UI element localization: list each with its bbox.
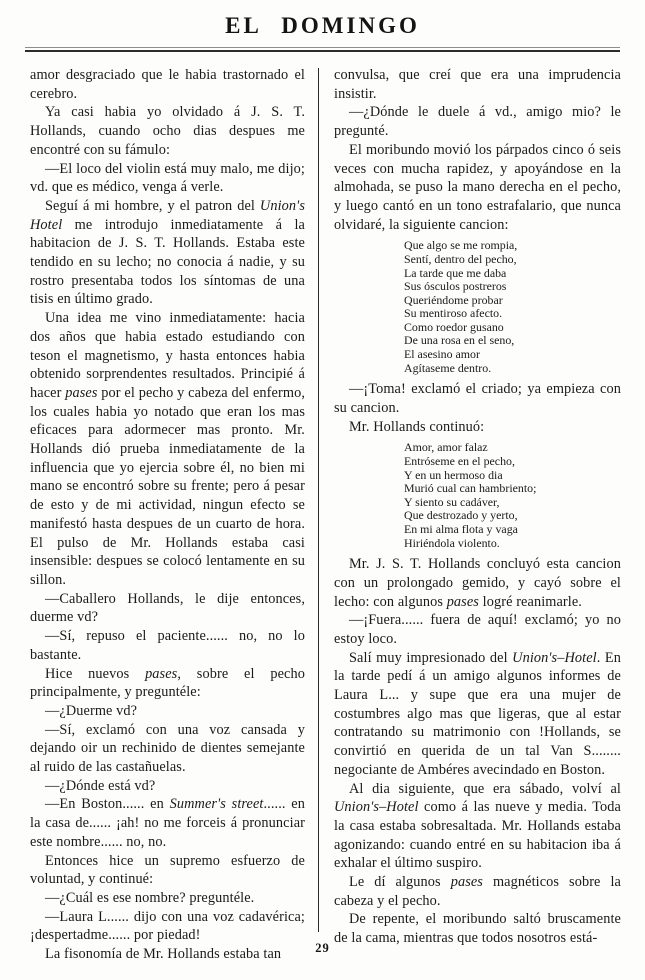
paragraph: [30, 66, 305, 103]
paragraph: [30, 627, 305, 664]
verse-line: Que algo se me rompia,: [404, 238, 518, 253]
paragraph: [334, 103, 621, 140]
paragraph: [334, 780, 621, 874]
text-run: como á las nueve y media. Toda la casa estaba sobresaltada. Mr. Hollands estaba agonizando: cuando entré en su habitacion iba á exhalar el último suspiro.: [334, 799, 621, 872]
text-run: magnéticos sobre la cabeza y el pecho.: [334, 874, 621, 909]
verse-line: Amor, amor falaz: [404, 440, 488, 455]
paragraph: [334, 380, 621, 417]
italic-text-run: pases: [145, 665, 178, 682]
text-run: —Sí, exclamó con una voz cansada y dejando oir un rechinido de dientes semejante al ruido de las castañuelas.: [30, 721, 305, 776]
paragraph: [334, 141, 621, 235]
text-run: Seguí á mi hombre, y el patron del: [45, 197, 260, 214]
paragraph: [30, 721, 305, 777]
text-run: , sobre el pecho principalmente, y preguntéle:: [30, 665, 305, 701]
italic-text-run: Union's Hotel: [30, 197, 305, 233]
paragraph: [334, 418, 621, 437]
verse-line: Y en un hermoso dia: [404, 467, 503, 482]
text-run: Entonces hice un supremo esfuerzo de voluntad, y continué:: [30, 852, 305, 888]
paragraph: [30, 852, 305, 889]
page-title: EL DOMINGO: [225, 13, 420, 38]
text-run: convulsa, que creí que era una imprudencia insistir.: [334, 67, 621, 102]
verse-line: De una rosa en el seno,: [404, 333, 515, 348]
page-header: [0, 0, 645, 52]
text-run: Le dí algunos: [349, 874, 451, 891]
paragraph: [334, 873, 621, 910]
text-run: . En la tarde pedí á un amigo algunos informes de Laura L... y supe que era una mujer de costumbres algo mas que ligeras, que al estar contratando su matrimonio con !Hollands, se convirtió en querida de un tal Van S........ negociante de Ambéres avecindado en Boston.: [334, 649, 621, 778]
italic-text-run: pases: [446, 593, 479, 610]
verse-line: La tarde que me daba: [404, 265, 507, 280]
text-run: El moribundo movió los párpados cinco ó seis veces con mucha rapidez, y apoyándose en la almohada, se puso la mano derecha en el pecho, y luego cantó en un tono estrafalario, que nunca olvidaré, la siguiente cancion:: [334, 141, 621, 233]
text-run: —¡Fuera...... fuera de aquí! exclamó; yo no estoy loco.: [334, 612, 621, 647]
text-run: De repente, el moribundo saltó bruscamente de la cama, mientras que todos nosotros está-: [334, 911, 621, 947]
text-run: —Caballero Hollands, le dije entonces, duerme vd?: [30, 590, 305, 626]
text-run: por el pecho y cabeza del enfermo, los cuales habia yo notado que eran los mas eficaces para adormecer mas pronto. Mr. Hollands dió prueba inmediatamente de la influencia que yo ejercia sobre él, no bien mi mano se encontró sobre su frente; pero á pesar de esto y de mi actividad, ningun efecto se manifestó hasta despues de un cuarto de hora. El pulso de Mr. Hollands estaba casi insensible: despues se colocó lentamente en su sillon.: [30, 384, 305, 588]
verse-line: Agítaseme dentro.: [404, 360, 492, 375]
italic-text-run: Union's–Hotel: [334, 799, 419, 816]
text-run: La fisonomía de Mr. Hollands estaba tan: [45, 946, 282, 963]
text-run: me introdujo inmediatamente á la habitacion de J. S. T. Hollands. Estaba este tendido en su lecho; no conocia á nadie, y su rostro presentaba todos los síntomas de una tisis en último grado.: [30, 216, 305, 308]
verse-line: En mi alma flota y vaga: [404, 521, 518, 536]
paragraph: [30, 889, 305, 908]
text-run: Hice nuevos: [45, 665, 146, 682]
paragraph: [30, 160, 305, 197]
verse-line: Como roedor gusano: [404, 319, 504, 334]
text-run: —¡Toma! exclamó el criado; ya empieza con su cancion.: [334, 381, 621, 416]
paragraph: [30, 103, 305, 159]
verse-line: Murió cual can hambriento;: [404, 481, 537, 496]
header-double-rule: [25, 47, 620, 52]
text-run: —¿Cuál es ese nombre? preguntéle.: [45, 889, 255, 906]
text-run: Mr. J. S. T. Hollands concluyó esta cancion con un prolongado gemido, y cayó sobre el lecho: con algunos: [334, 556, 621, 610]
right-column: [334, 66, 621, 947]
italic-text-run: Union's–Hotel: [512, 649, 597, 666]
paragraph: [30, 197, 305, 309]
text-run: —Sí, repuso el paciente...... no, no lo bastante.: [30, 628, 305, 663]
text-run: ...... en la casa de...... ¡ah! no me forceis á pronunciar este nombre...... no, no.: [30, 796, 305, 850]
rule-thick-line: [25, 50, 620, 52]
text-run: —En Boston...... en: [45, 796, 170, 813]
paragraph: [334, 66, 621, 103]
verse-line: Hiriéndola violento.: [404, 535, 500, 550]
text-run: —Laura L...... dijo con una voz cadavérica; ¡despertadme...... por piedad!: [30, 908, 305, 944]
text-run: —¿Dónde le duele á vd., amigo mio? le pregunté.: [334, 104, 621, 140]
verse-line: Sus ósculos postreros: [404, 279, 507, 294]
italic-text-run: Summer's street: [169, 796, 264, 813]
text-run: —¿Duerme vd?: [45, 702, 138, 719]
verse-line: Que destrozado y yerto,: [404, 508, 518, 523]
verse-line: Entróseme en el pecho,: [404, 453, 515, 468]
paragraph: [30, 590, 305, 627]
text-run: Salí muy impresionado del: [349, 649, 513, 666]
italic-text-run: pases: [65, 384, 98, 401]
left-column: [30, 66, 305, 963]
paragraph: [30, 908, 305, 945]
text-run: amor desgraciado que le habia trastornado el cerebro.: [30, 67, 305, 102]
paragraph: [334, 611, 621, 648]
text-run: Mr. Hollands continuó:: [349, 418, 485, 435]
paragraph: [30, 702, 305, 721]
verse-line: El asesino amor: [404, 347, 480, 362]
paragraph: [30, 795, 305, 851]
verse-line: Queriéndome probar: [404, 292, 503, 307]
text-run: logré reanimarle.: [478, 593, 582, 610]
verse-line: Sentí, dentro del pecho,: [404, 251, 517, 266]
verse-block: [404, 441, 621, 550]
verse-block: [404, 239, 621, 375]
text-run: Ya casi habia yo olvidado á J. S. T. Hollands, cuando ocho dias despues me encontré con su fámulo:: [30, 104, 305, 158]
text-run: —El loco del violin está muy malo, me dijo; vd. que es médico, venga á verle.: [30, 160, 305, 196]
text-run: Una idea me vino inmediatamente: hacia dos años que habia estado estudiando con teson el magnetismo, y hasta entonces habia obtenido sorprendentes resultados. Principié á hacer: [30, 310, 305, 401]
paragraph: [30, 777, 305, 796]
text-run: Al dia siguiente, que era sábado, volví al: [349, 780, 621, 797]
verse-line: Y siento su cadáver,: [404, 494, 500, 509]
italic-text-run: pases: [450, 874, 483, 891]
paragraph: [334, 555, 621, 611]
page-number: 29: [315, 941, 330, 955]
paragraph: [334, 649, 621, 780]
verse-line: Su mentiroso afecto.: [404, 306, 503, 321]
paragraph: [30, 309, 305, 590]
column-divider-rule: [318, 68, 319, 932]
rule-thin-line: [25, 47, 620, 48]
text-run: —¿Dónde está vd?: [45, 777, 156, 794]
paragraph: [30, 665, 305, 702]
